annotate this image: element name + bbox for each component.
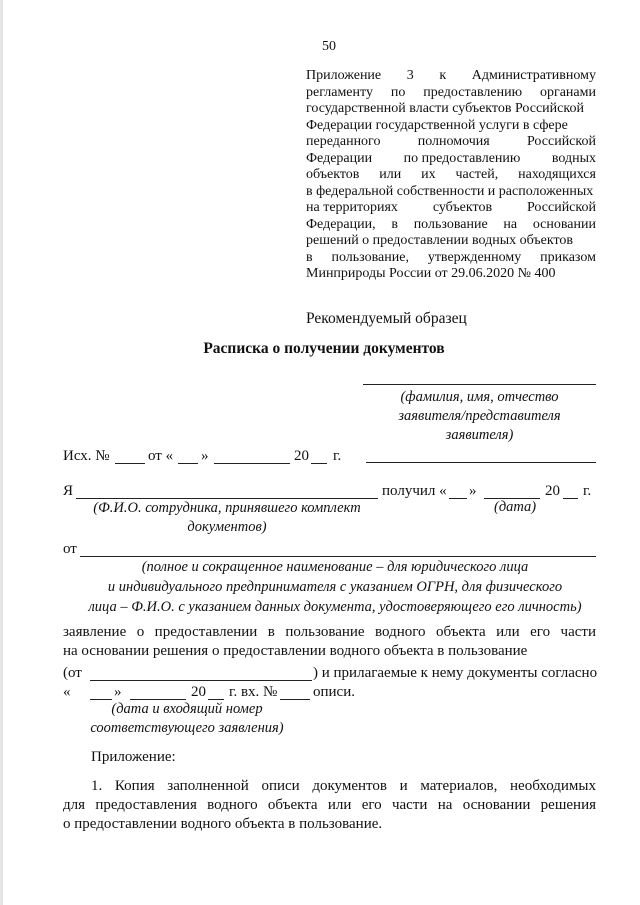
appendix-word: в — [391, 216, 398, 232]
attach-open: (от — [63, 665, 82, 681]
ref-close-quote: » — [201, 448, 209, 464]
appendix-word: по предоставлению — [403, 150, 521, 166]
appendix-word: на территориях — [306, 200, 398, 215]
appendix-word: к — [439, 68, 447, 83]
ref-year: 20 — [294, 448, 309, 464]
from-caption — [40, 557, 630, 617]
appendix-word: регламенту — [306, 84, 373, 100]
inventory-close-quote: » — [114, 684, 122, 700]
item-line-2: для предоставления водного объекта или его части на основании решения — [63, 797, 596, 813]
appendix-word: государственной власти субъектов Российской — [306, 101, 584, 116]
appendix-word: Административному — [471, 68, 596, 83]
appendix-row — [306, 184, 596, 201]
appendix-row — [306, 167, 596, 184]
item-line-3: о предоставлении водного объекта в пользование. — [63, 816, 383, 832]
appendix-row — [306, 151, 596, 168]
inventory-caption-line-2: соответствующего заявления) — [90, 720, 284, 736]
appendix-word: в федеральной собственности и расположенных — [306, 183, 594, 199]
from-caption-line-3: лица – Ф.И.О. с указанием данных документа, удостоверяющего его личность) — [88, 599, 582, 615]
ref-month-line — [214, 463, 290, 464]
appendix-word: Российской — [526, 134, 596, 149]
appendix-word: пользование — [413, 216, 488, 232]
appendix-word: 3 — [406, 68, 414, 83]
appendix-word: основании — [532, 216, 596, 232]
appendix-word: Приложение — [306, 68, 382, 83]
received-year-line — [563, 498, 578, 499]
appendix-row — [306, 266, 596, 283]
appendix-row — [306, 233, 596, 250]
items-list — [63, 777, 596, 834]
applicant-caption — [363, 388, 596, 445]
ref-right-line — [366, 462, 596, 463]
appendix-word: субъектов — [432, 200, 493, 215]
inventory-end: описи. — [313, 684, 355, 700]
appendix-word: или — [379, 167, 402, 182]
appendix-word: предоставлению — [423, 84, 523, 100]
applicant-caption-line-3: заявителя) — [445, 427, 514, 443]
appendix-row — [306, 134, 596, 151]
appendix-word: Федерации, — [306, 216, 376, 232]
received-day-line — [449, 498, 467, 499]
employee-caption-line-2: документов) — [187, 519, 267, 535]
ref-year-suffix: г. — [333, 448, 342, 464]
inventory-mid: г. вх. № — [229, 684, 278, 700]
received-i: Я — [63, 483, 74, 499]
appendix-block — [306, 68, 596, 283]
appendix-word: переданного — [306, 134, 381, 149]
appendix-word: водных — [551, 150, 596, 166]
appendix-row — [306, 85, 596, 102]
ref-prefix: Исх. № — [63, 448, 110, 464]
appendix-word: решений о предоставлении водных объектов — [306, 233, 574, 248]
statement — [63, 623, 596, 661]
appendix-word: частей, — [455, 167, 499, 182]
from-caption-line-2: и индивидуального предпринимателя с указанием ОГРН, для физического — [107, 579, 563, 595]
document-title: Расписка о получении документов — [203, 340, 445, 357]
attach-close: ) и прилагаемые к нему документы согласно — [313, 665, 598, 681]
appendix-word: полномочия — [417, 134, 490, 149]
ref-day-line — [178, 463, 198, 464]
employee-caption — [76, 499, 378, 537]
recommended-sample: Рекомендуемый образец — [306, 310, 467, 327]
ref-from: от « — [148, 448, 174, 464]
from-caption-line-1: (полное и сокращенное наименование – для юридического лица — [141, 559, 529, 575]
appendix-word: Российской — [526, 200, 596, 215]
appendix-row — [306, 68, 596, 85]
applicant-caption-line-2: заявителя/представителя — [398, 408, 561, 424]
inventory-caption-line-1: (дата и входящий номер — [111, 701, 263, 717]
inventory-open-quote: « — [63, 684, 71, 700]
received-text: получил « — [382, 483, 447, 499]
appendix-word: находящихся — [518, 167, 596, 182]
appendix-word: пользование, — [331, 249, 409, 265]
from-label: от — [63, 541, 77, 557]
appendix-label: Приложение: — [91, 749, 176, 765]
received-close-quote: » — [469, 483, 477, 499]
date-caption: (дата) — [494, 499, 537, 515]
appendix-word: приказом — [540, 249, 596, 265]
appendix-word: органами — [539, 84, 596, 100]
appendix-word: по — [390, 84, 406, 100]
appendix-word: на — [503, 216, 518, 232]
appendix-row — [306, 118, 596, 135]
appendix-word: Минприроды России от 29.06.2020 № 400 — [306, 266, 556, 281]
page-number: 50 — [322, 39, 336, 54]
ref-number-line — [115, 463, 145, 464]
inventory-caption — [80, 700, 294, 738]
attach-line — [90, 680, 312, 681]
statement-line-1: заявление о предоставлении в пользование водного объекта или его части — [63, 624, 596, 640]
appendix-word: в — [306, 249, 313, 265]
ref-year-line — [311, 463, 327, 464]
appendix-word: утвержденному — [427, 249, 522, 265]
appendix-row — [306, 250, 596, 267]
appendix-row — [306, 200, 596, 217]
appendix-word: объектов — [306, 167, 360, 182]
applicant-caption-line-1: (фамилия, имя, отчество — [400, 389, 559, 405]
applicant-name-line — [363, 384, 596, 385]
appendix-row — [306, 217, 596, 234]
received-year-suffix: г. — [583, 483, 592, 499]
item-line-1: 1. Копия заполненной описи документов и материалов, необходимых — [91, 778, 596, 794]
appendix-row — [306, 101, 596, 118]
appendix-word: Федерации государственной услуги в сфере — [306, 117, 568, 133]
appendix-word: Федерации — [306, 150, 373, 166]
scan-edge — [0, 0, 3, 905]
employee-caption-line-1: (Ф.И.О. сотрудника, принявшего комплект — [93, 500, 361, 516]
received-year: 20 — [545, 483, 560, 499]
appendix-word: их — [421, 167, 436, 182]
statement-line-2: на основании решения о предоставлении водного объекта в пользование — [63, 643, 528, 659]
inventory-year: 20 — [191, 684, 206, 700]
